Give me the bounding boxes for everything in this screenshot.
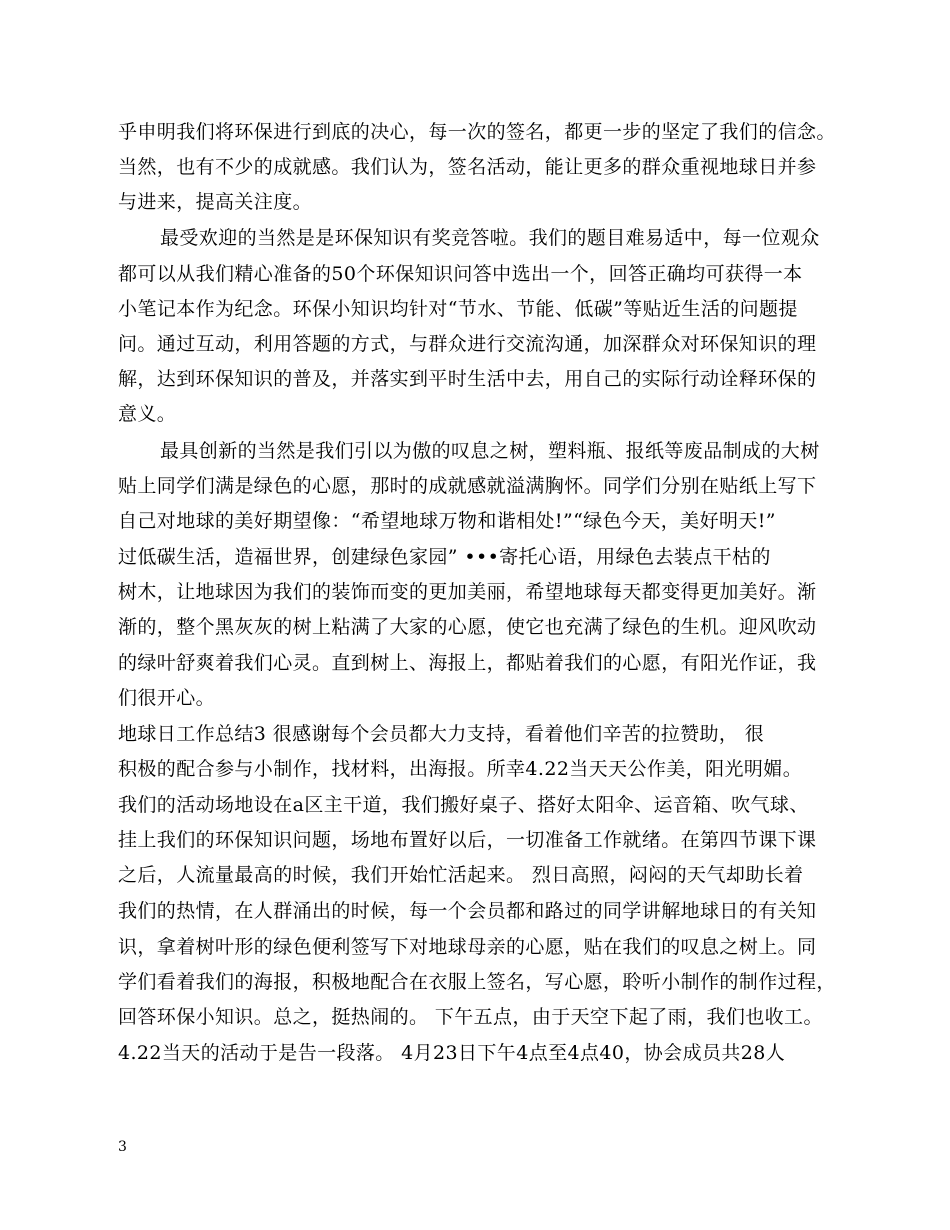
text-line: 解，达到环保知识的普及，并落实到平时生活中去，用自己的实际行动诠释环保的 [118,368,817,390]
text-line: 问。通过互动，利用答题的方式，与群众进行交流沟通，加深群众对环保知识的理 [118,333,817,355]
text-line: 回答环保小知识。总之，挺热闹的。 下午五点，由于天空下起了雨，我们也收工。 [118,1006,823,1028]
text-line: 渐的，整个黑灰灰的树上粘满了大家的心愿，使它也充满了绿色的生机。迎风吹动 [118,616,817,638]
text-line: 地球日工作总结3 很感谢每个会员都大力支持，看着他们辛苦的拉赞助， 很 [118,723,765,745]
text-line: 当然，也有不少的成就感。我们认为，签名活动，能让更多的群众重视地球日并参 [118,156,817,178]
text-line: 我们的活动场地设在a区主干道，我们搬好桌子、搭好太阳伞、运音箱、吹气球、 [118,794,809,816]
text-line: 最具创新的当然是我们引以为傲的叹息之树，塑料瓶、报纸等废品制成的大树 [160,440,820,462]
text-line: 过低碳生活，造福世界，创建绿色家园” •••寄托心语，用绿色去装点干枯的 [118,546,771,568]
text-line: 树木，让地球因为我们的装饰而变的更加美丽，希望地球每天都变得更加美好。渐 [118,581,817,603]
text-line: 4.22当天的活动于是告一段落。 4月23日下午4点至4点40，协会成员共28人 [118,1042,786,1064]
page-number: 3 [118,1139,127,1155]
text-line: 挂上我们的环保知识问题，场地布置好以后，一切准备工作就绪。在第四节课下课 [118,829,817,851]
text-line: 最受欢迎的当然是是环保知识有奖竞答啦。我们的题目难易适中，每一位观众 [160,227,820,249]
text-line: 与进来，提高关注度。 [118,191,313,213]
text-line: 之后，人流量最高的时候，我们开始忙活起来。 烈日高照，闷闷的天气却助长着 [118,864,804,886]
text-line: 积极的配合参与小制作，找材料，出海报。所幸4.22当天天公作美，阳光明媚。 [118,758,803,780]
text-line: 贴上同学们满是绿色的心愿，那时的成就感就溢满胸怀。同学们分别在贴纸上写下 [118,475,817,497]
text-line: 我们的热情，在人群涌出的时候，每一个会员都和路过的同学讲解地球日的有关知 [118,900,817,922]
text-line: 自己对地球的美好期望像：“希望地球万物和谐相处!”“绿色今天，美好明天!” [118,510,776,532]
text-line: 都可以从我们精心准备的50个环保知识问答中选出一个，回答正确均可获得一本 [118,263,803,285]
text-line: 小笔记本作为纪念。环保小知识均针对“节水、节能、低碳”等贴近生活的问题提 [118,298,798,320]
text-line: 乎申明我们将环保进行到底的决心，每一次的签名，都更一步的坚定了我们的信念。 [118,121,836,143]
text-line: 识，拿着树叶形的绿色便利签写下对地球母亲的心愿，贴在我们的叹息之树上。同 [118,936,817,958]
text-line: 们很开心。 [118,687,216,709]
text-line: 的绿叶舒爽着我们心灵。直到树上、海报上，都贴着我们的心愿，有阳光作证，我 [118,652,817,674]
text-line: 意义。 [118,403,177,425]
text-line: 学们看着我们的海报，积极地配合在衣服上签名，写心愿，聆听小制作的制作过程， [118,971,836,993]
